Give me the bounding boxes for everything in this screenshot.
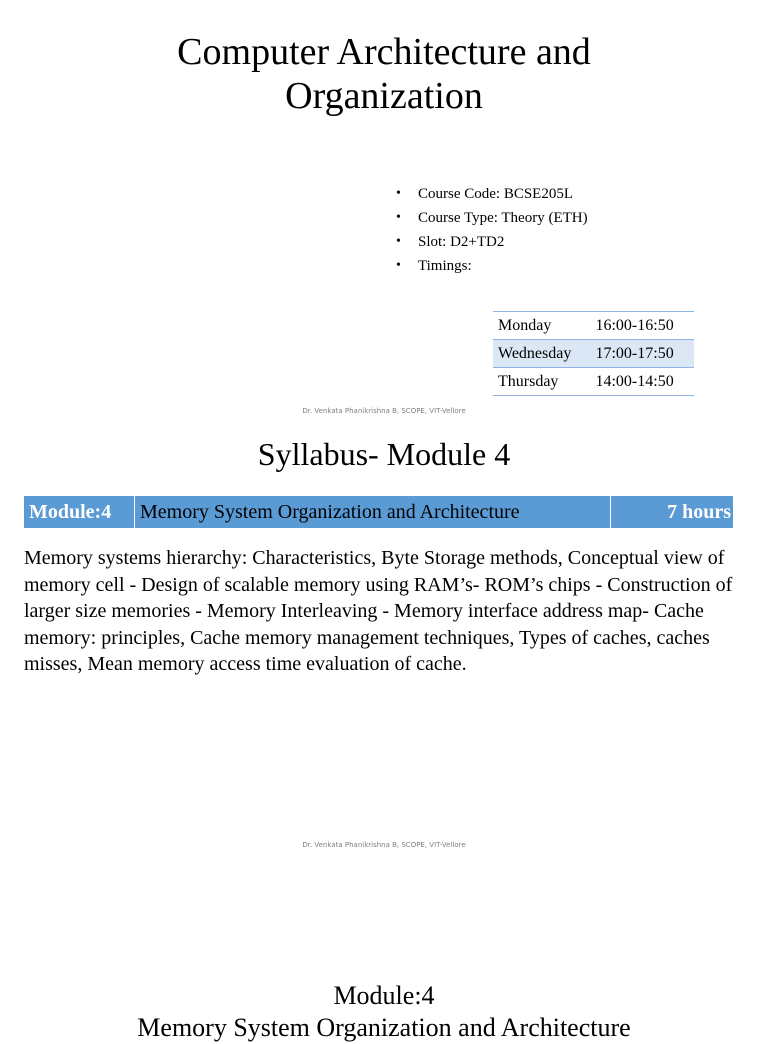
module-header-bar bbox=[24, 496, 733, 528]
module-title bbox=[0, 980, 768, 1044]
time-cell: 16:00-16:50 bbox=[590, 312, 694, 340]
module-title-line-2: Memory System Organization and Architecture bbox=[137, 1013, 631, 1042]
timings-item: • Timings: bbox=[396, 255, 588, 279]
module-hours: 7 hours bbox=[667, 500, 731, 523]
slide-title-line-2: Organization bbox=[285, 75, 483, 117]
time-cell: 14:00-14:50 bbox=[590, 368, 694, 396]
day-cell: Monday bbox=[493, 312, 590, 340]
day-cell: Wednesday bbox=[493, 340, 590, 368]
module-description: Memory systems hierarchy: Characteristics, Byte Storage methods, Conceptual view of memory cell - Design of scalable memory using RAM’s- ROM’s chips - Construction of larger size memories - Memory Interleaving - Memory interface address map- Cache memory: principles, Cache memory management techniques, Types of caches, caches misses, Mean memory access time evaluation of cache. bbox=[24, 547, 733, 675]
slot-item: • Slot: D2+TD2 bbox=[396, 231, 588, 255]
module-topic: Memory System Organization and Architecture bbox=[140, 500, 520, 523]
slide-title-line-1: Computer Architecture and bbox=[177, 31, 591, 73]
course-info-list bbox=[396, 183, 588, 279]
module-number: Module:4 bbox=[29, 500, 112, 523]
course-type-item: • Course Type: Theory (ETH) bbox=[396, 207, 588, 231]
slide-footer: Dr. Venkata Phanikrishna B, SCOPE, VIT-Vellore bbox=[302, 841, 466, 849]
syllabus-title: Syllabus- Module 4 bbox=[257, 436, 511, 472]
day-cell: Thursday bbox=[493, 368, 590, 396]
timings-table bbox=[493, 311, 694, 396]
time-cell: 17:00-17:50 bbox=[590, 340, 694, 368]
slide-title bbox=[0, 30, 768, 118]
table-row bbox=[493, 312, 694, 340]
table-row bbox=[493, 368, 694, 396]
table-row bbox=[493, 340, 694, 368]
course-code-item: • Course Code: BCSE205L bbox=[396, 183, 588, 207]
module-title-line-1: Module:4 bbox=[333, 981, 435, 1010]
slide-footer: Dr. Venkata Phanikrishna B, SCOPE, VIT-Vellore bbox=[302, 407, 466, 415]
